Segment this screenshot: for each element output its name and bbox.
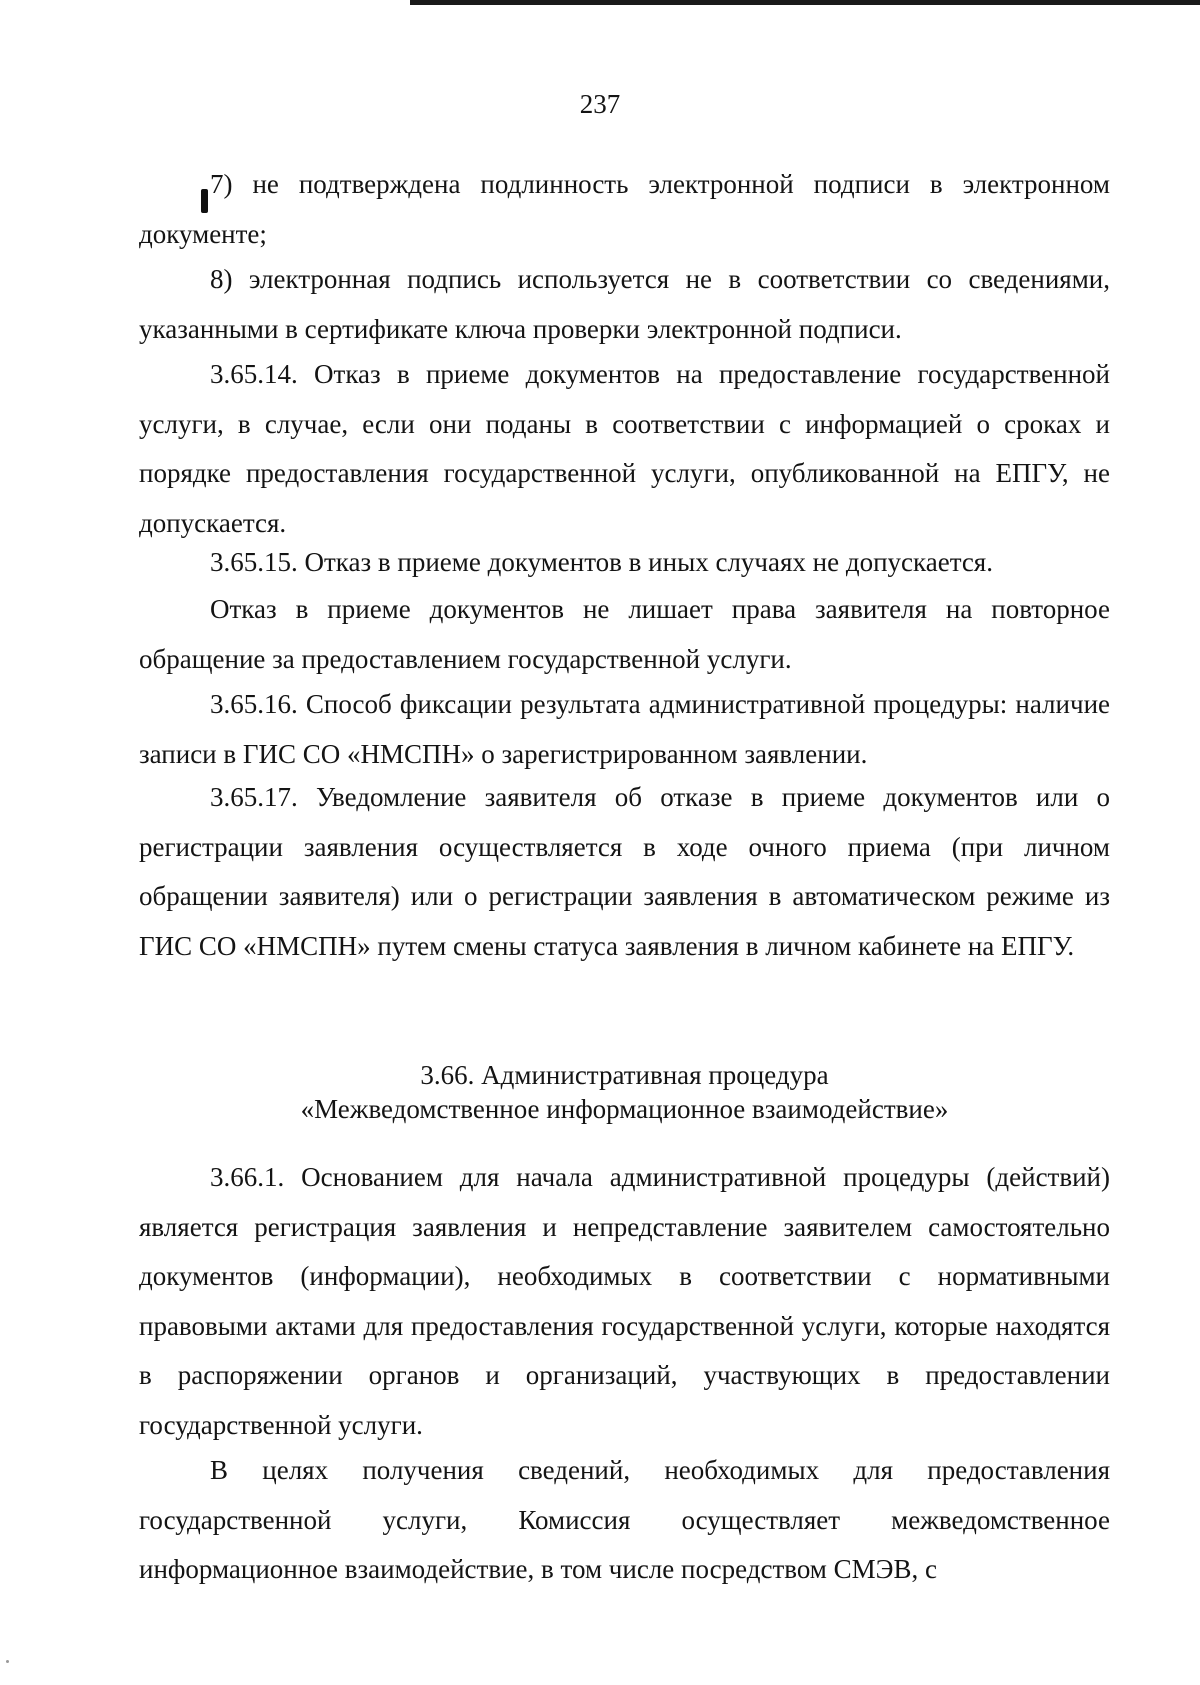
page-number: 237 — [579, 89, 621, 119]
section-heading-line1: 3.66. Административная процедура — [420, 1060, 829, 1090]
paragraph-item-7-text: 7) не подтверждена подлинность электронной подписи в электронном документе; — [139, 169, 1110, 249]
paragraph-3-65-17: 3.65.17. Уведомление заявителя об отказе в приеме документов или о регистрации заявления осуществляется в ходе очного приема (при личном обращении заявителя) или о регистрации заявления в автоматическом режиме из ГИС СО «НМСПН» путем смены статуса заявления в личном кабинете на ЕПГУ. — [139, 782, 1110, 961]
scan-edge-line — [410, 0, 1200, 5]
paragraph-refusal-note: Отказ в приеме документов не лишает права заявителя на повторное обращение за предоставлением государственной услуги. — [139, 594, 1110, 674]
paragraph-item-7 — [139, 160, 1110, 259]
margin-speck — [6, 1660, 9, 1663]
paragraph-3-66-1: 3.66.1. Основанием для начала административной процедуры (действий) является регистрация заявления и непредставление заявителем самостоятельно документов (информации), необходимых в соответствии с нормативными правовыми актами для предоставления государственной услуги, которые находятся в распоряжении органов и организаций, участвующих в предоставлении государственной услуги. — [139, 1162, 1110, 1440]
paragraph-3-65-15: 3.65.15. Отказ в приеме документов в иных случаях не допускается. — [210, 547, 993, 577]
section-heading-line2: «Межведомственное информационное взаимодействие» — [300, 1094, 949, 1124]
paragraph-3-65-14: 3.65.14. Отказ в приеме документов на предоставление государственной услуги, в случае, если они поданы в соответствии с информацией о сроках и порядке предоставления государственной услуги, опубликованной на ЕПГУ, не допускается. — [139, 359, 1110, 538]
paragraph-interagency: В целях получения сведений, необходимых для предоставления государственной услуги, Комиссия осуществляет межведомственное информационное взаимодействие, в том числе посредством СМЭВ, с — [139, 1455, 1110, 1584]
paragraph-3-65-16: 3.65.16. Способ фиксации результата административной процедуры: наличие записи в ГИС СО «НМСПН» о зарегистрированном заявлении. — [139, 689, 1110, 769]
section-heading — [139, 1058, 1110, 1126]
paragraph-item-8: 8) электронная подпись используется не в соответствии со сведениями, указанными в сертификате ключа проверки электронной подписи. — [139, 264, 1110, 344]
